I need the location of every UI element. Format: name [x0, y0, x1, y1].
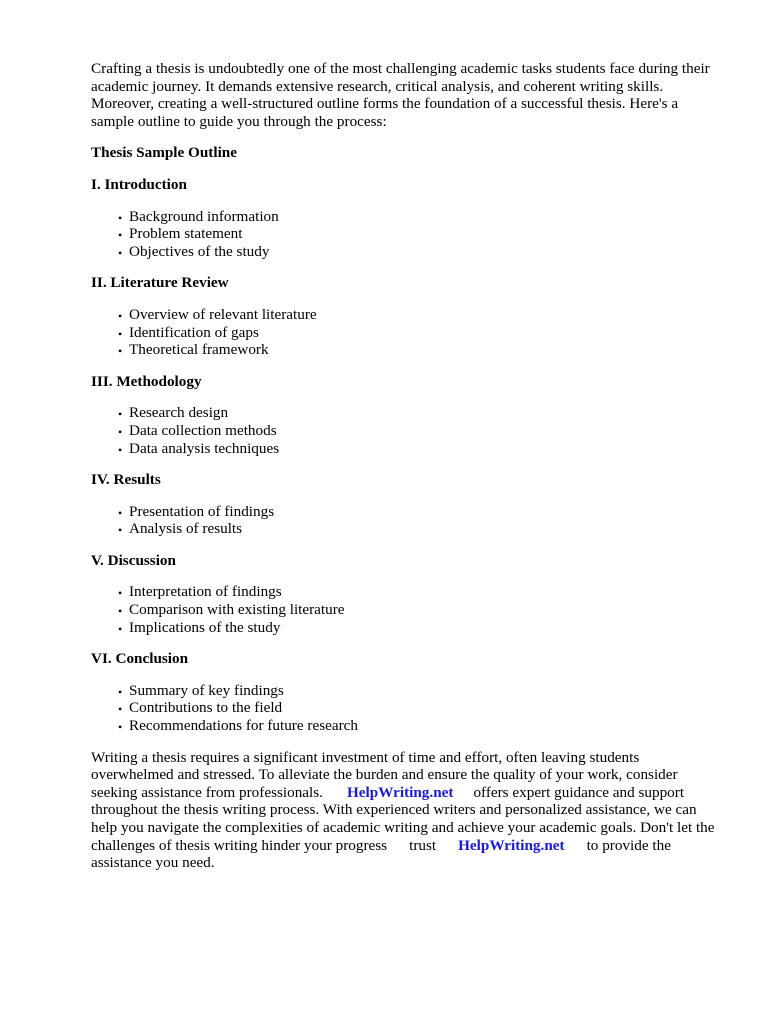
- list-item: [118, 440, 721, 458]
- list-item-text: Objectives of the study: [129, 242, 270, 260]
- list-item: [118, 583, 721, 601]
- section-heading: III. Methodology: [91, 372, 202, 390]
- list-item-text: Background information: [129, 207, 279, 225]
- list-item: [118, 619, 721, 637]
- bullet-icon: •: [118, 702, 123, 717]
- section-item-list: [91, 306, 721, 359]
- bullet-icon: •: [118, 586, 123, 601]
- section-item-list: [91, 404, 721, 457]
- section-heading: I. Introduction: [91, 175, 187, 193]
- list-item-text: Overview of relevant literature: [129, 305, 317, 323]
- helpwriting-link-1[interactable]: HelpWriting.net: [346, 783, 454, 801]
- section-item-list: [91, 682, 721, 735]
- list-item: [118, 208, 721, 226]
- list-item: [118, 404, 721, 422]
- list-item: [118, 422, 721, 440]
- list-item: [118, 717, 721, 735]
- list-item-text: Problem statement: [129, 225, 243, 243]
- section-item-list: [91, 583, 721, 636]
- list-item-text: Recommendations for future research: [129, 717, 358, 735]
- bullet-icon: •: [118, 326, 123, 341]
- intro-paragraph: Crafting a thesis is undoubtedly one of the most challenging academic tasks students face during their academic journey. It demands extensive research, critical analysis, and coherent writing skills. Moreover, creating a well-structured outline forms the foundation of a successful thesis. Here's a sample outline to guide you through the process:: [91, 60, 710, 130]
- helpwriting-link-2[interactable]: HelpWriting.net: [458, 836, 565, 854]
- list-item-text: Data analysis techniques: [129, 439, 280, 457]
- list-item: [118, 341, 721, 359]
- list-item: [118, 324, 721, 342]
- closing-text-2: offers expert guidance and support throughout the thesis writing process. With experienced writers and personalized assistance, we can help you navigate the complexities of academic writing and achieve your academic goals. Don't let the challenges of thesis writing hinder your progress: [91, 783, 715, 854]
- closing-text-1: Writing a thesis requires a significant investment of time and effort, often leaving students overwhelmed and stressed. To alleviate the burden and ensure the quality of your work, consider seeking assistance from professionals.: [91, 748, 678, 801]
- closing-text-3: trust: [409, 836, 437, 854]
- bullet-icon: •: [118, 621, 123, 636]
- bullet-icon: •: [118, 407, 123, 422]
- bullet-icon: •: [118, 308, 123, 323]
- bullet-icon: •: [118, 684, 123, 699]
- section-item-list: [91, 208, 721, 261]
- bullet-icon: •: [118, 720, 123, 735]
- bullet-icon: •: [118, 424, 123, 439]
- list-item-text: Comparison with existing literature: [129, 601, 345, 619]
- list-item: [118, 306, 721, 324]
- list-item: [118, 243, 721, 261]
- outline-sections: [91, 176, 721, 735]
- list-item-text: Theoretical framework: [129, 341, 269, 359]
- bullet-icon: •: [118, 344, 123, 359]
- list-item: [118, 601, 721, 619]
- bullet-icon: •: [118, 210, 123, 225]
- list-item-text: Presentation of findings: [129, 502, 275, 520]
- closing-text-4: to provide the assistance you need.: [91, 836, 671, 872]
- section-item-list: [91, 503, 721, 538]
- list-item-text: Research design: [129, 404, 229, 422]
- list-item: [118, 520, 721, 538]
- bullet-icon: •: [118, 228, 123, 243]
- list-item: [118, 699, 721, 717]
- list-item-text: Contributions to the field: [129, 699, 283, 717]
- list-item-text: Summary of key findings: [129, 681, 284, 699]
- list-item-text: Implications of the study: [129, 618, 281, 636]
- list-item-text: Identification of gaps: [129, 323, 259, 341]
- bullet-icon: •: [118, 505, 123, 520]
- bullet-icon: •: [118, 604, 123, 619]
- section-heading: IV. Results: [91, 471, 161, 489]
- list-item-text: Interpretation of findings: [129, 583, 282, 601]
- outline-title: Thesis Sample Outline: [91, 144, 237, 162]
- section-heading: V. Discussion: [91, 551, 176, 569]
- bullet-icon: •: [118, 523, 123, 538]
- closing-paragraph: [91, 749, 721, 872]
- list-item: [118, 225, 721, 243]
- document-page: [91, 60, 721, 872]
- list-item: [118, 503, 721, 521]
- list-item-text: Analysis of results: [129, 520, 243, 538]
- section-heading: II. Literature Review: [91, 274, 229, 292]
- section-heading: VI. Conclusion: [91, 650, 189, 668]
- bullet-icon: •: [118, 245, 123, 260]
- list-item-text: Data collection methods: [129, 421, 277, 439]
- list-item: [118, 682, 721, 700]
- bullet-icon: •: [118, 442, 123, 457]
